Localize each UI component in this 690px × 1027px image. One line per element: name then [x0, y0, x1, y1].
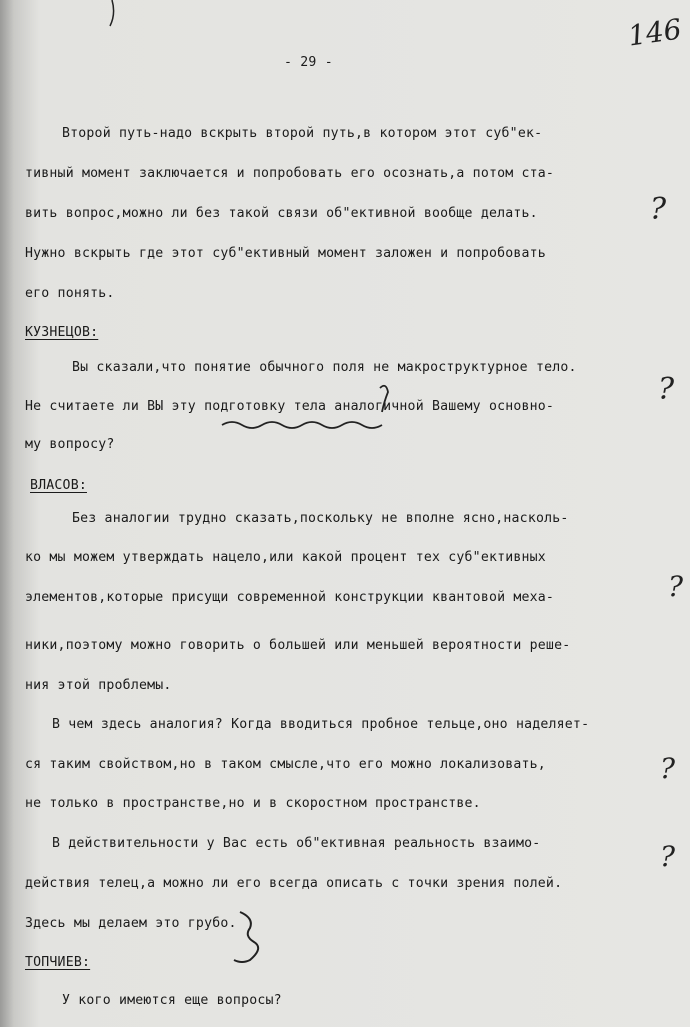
paragraph-1-line-3: вить вопрос,можно ли без такой связи об"ективной вообще делать. [25, 206, 538, 221]
margin-question-mark-5: ? [660, 840, 676, 873]
margin-question-mark-1: ? [650, 192, 667, 227]
paragraph-4-line-3: не только в пространстве,но и в скоростном пространстве. [25, 796, 481, 811]
paragraph-5-line-1: В действительности у Вас есть об"ективная реальность взаимо- [52, 836, 541, 851]
paragraph-1-line-4: Нужно вскрыть где этот суб"ективный момент заложен и попробовать [25, 246, 546, 261]
handwritten-scrawl-mark [234, 912, 258, 962]
paragraph-4-line-1: В чем здесь аналогия? Когда вводиться пробное тельце,оно наделяет- [52, 717, 590, 732]
margin-question-mark-2: ? [658, 372, 675, 407]
paragraph-4-line-2: ся таким свойством,но в таком смысле,что его можно локализовать, [25, 757, 546, 772]
paragraph-2-line-2: Не считаете ли ВЫ эту подготовку тела аналогичной Вашему основно- [25, 399, 555, 414]
paragraph-3-line-2: ко мы можем утверждать нацело,или какой процент тех суб"ективных [25, 550, 546, 565]
paragraph-2-line-1: Вы сказали,что понятие обычного поля не макроструктурное тело. [72, 360, 577, 375]
paragraph-5-line-2: действия телец,а можно ли его всегда описать с точки зрения полей. [25, 876, 563, 891]
paragraph-3-line-4: ники,поэтому можно говорить о большей или меньшей вероятности реше- [25, 638, 571, 653]
paragraph-1-line-2: тивный момент заключается и попробовать его осознать,а потом ста- [25, 166, 555, 181]
paragraph-1-line-5: его понять. [25, 286, 115, 301]
paragraph-5-line-3: Здесь мы делаем это грубо. [25, 916, 237, 931]
speaker-vlasov: ВЛАСОВ: [30, 478, 87, 493]
paragraph-2-line-3: му вопросу? [25, 437, 115, 452]
paragraph-3-line-5: ния этой проблемы. [25, 678, 172, 693]
paragraph-1-line-1: Второй путь-надо вскрыть второй путь,в котором этот суб"ек- [62, 126, 543, 141]
paragraph-6-line-1: У кого имеются еще вопросы? [62, 993, 282, 1008]
speaker-topchiev: ТОПЧИЕВ: [25, 955, 91, 970]
bracket-mark [380, 386, 388, 412]
paragraph-3-line-3: элементов,которые присущи современной конструкции квантовой меха- [25, 590, 555, 605]
wavy-underline-mark [222, 422, 382, 428]
margin-question-mark-3: ? [668, 570, 684, 603]
margin-question-mark-4: ? [660, 752, 676, 785]
speaker-kuznetsov: КУЗНЕЦОВ: [25, 325, 99, 340]
paragraph-3-line-1: Без аналогии трудно сказать,поскольку не вполне ясно,насколь- [72, 511, 569, 526]
page-number: - 29 - [284, 55, 333, 70]
folio-number: 146 [625, 12, 684, 53]
edge-tick-mark [110, 0, 114, 26]
